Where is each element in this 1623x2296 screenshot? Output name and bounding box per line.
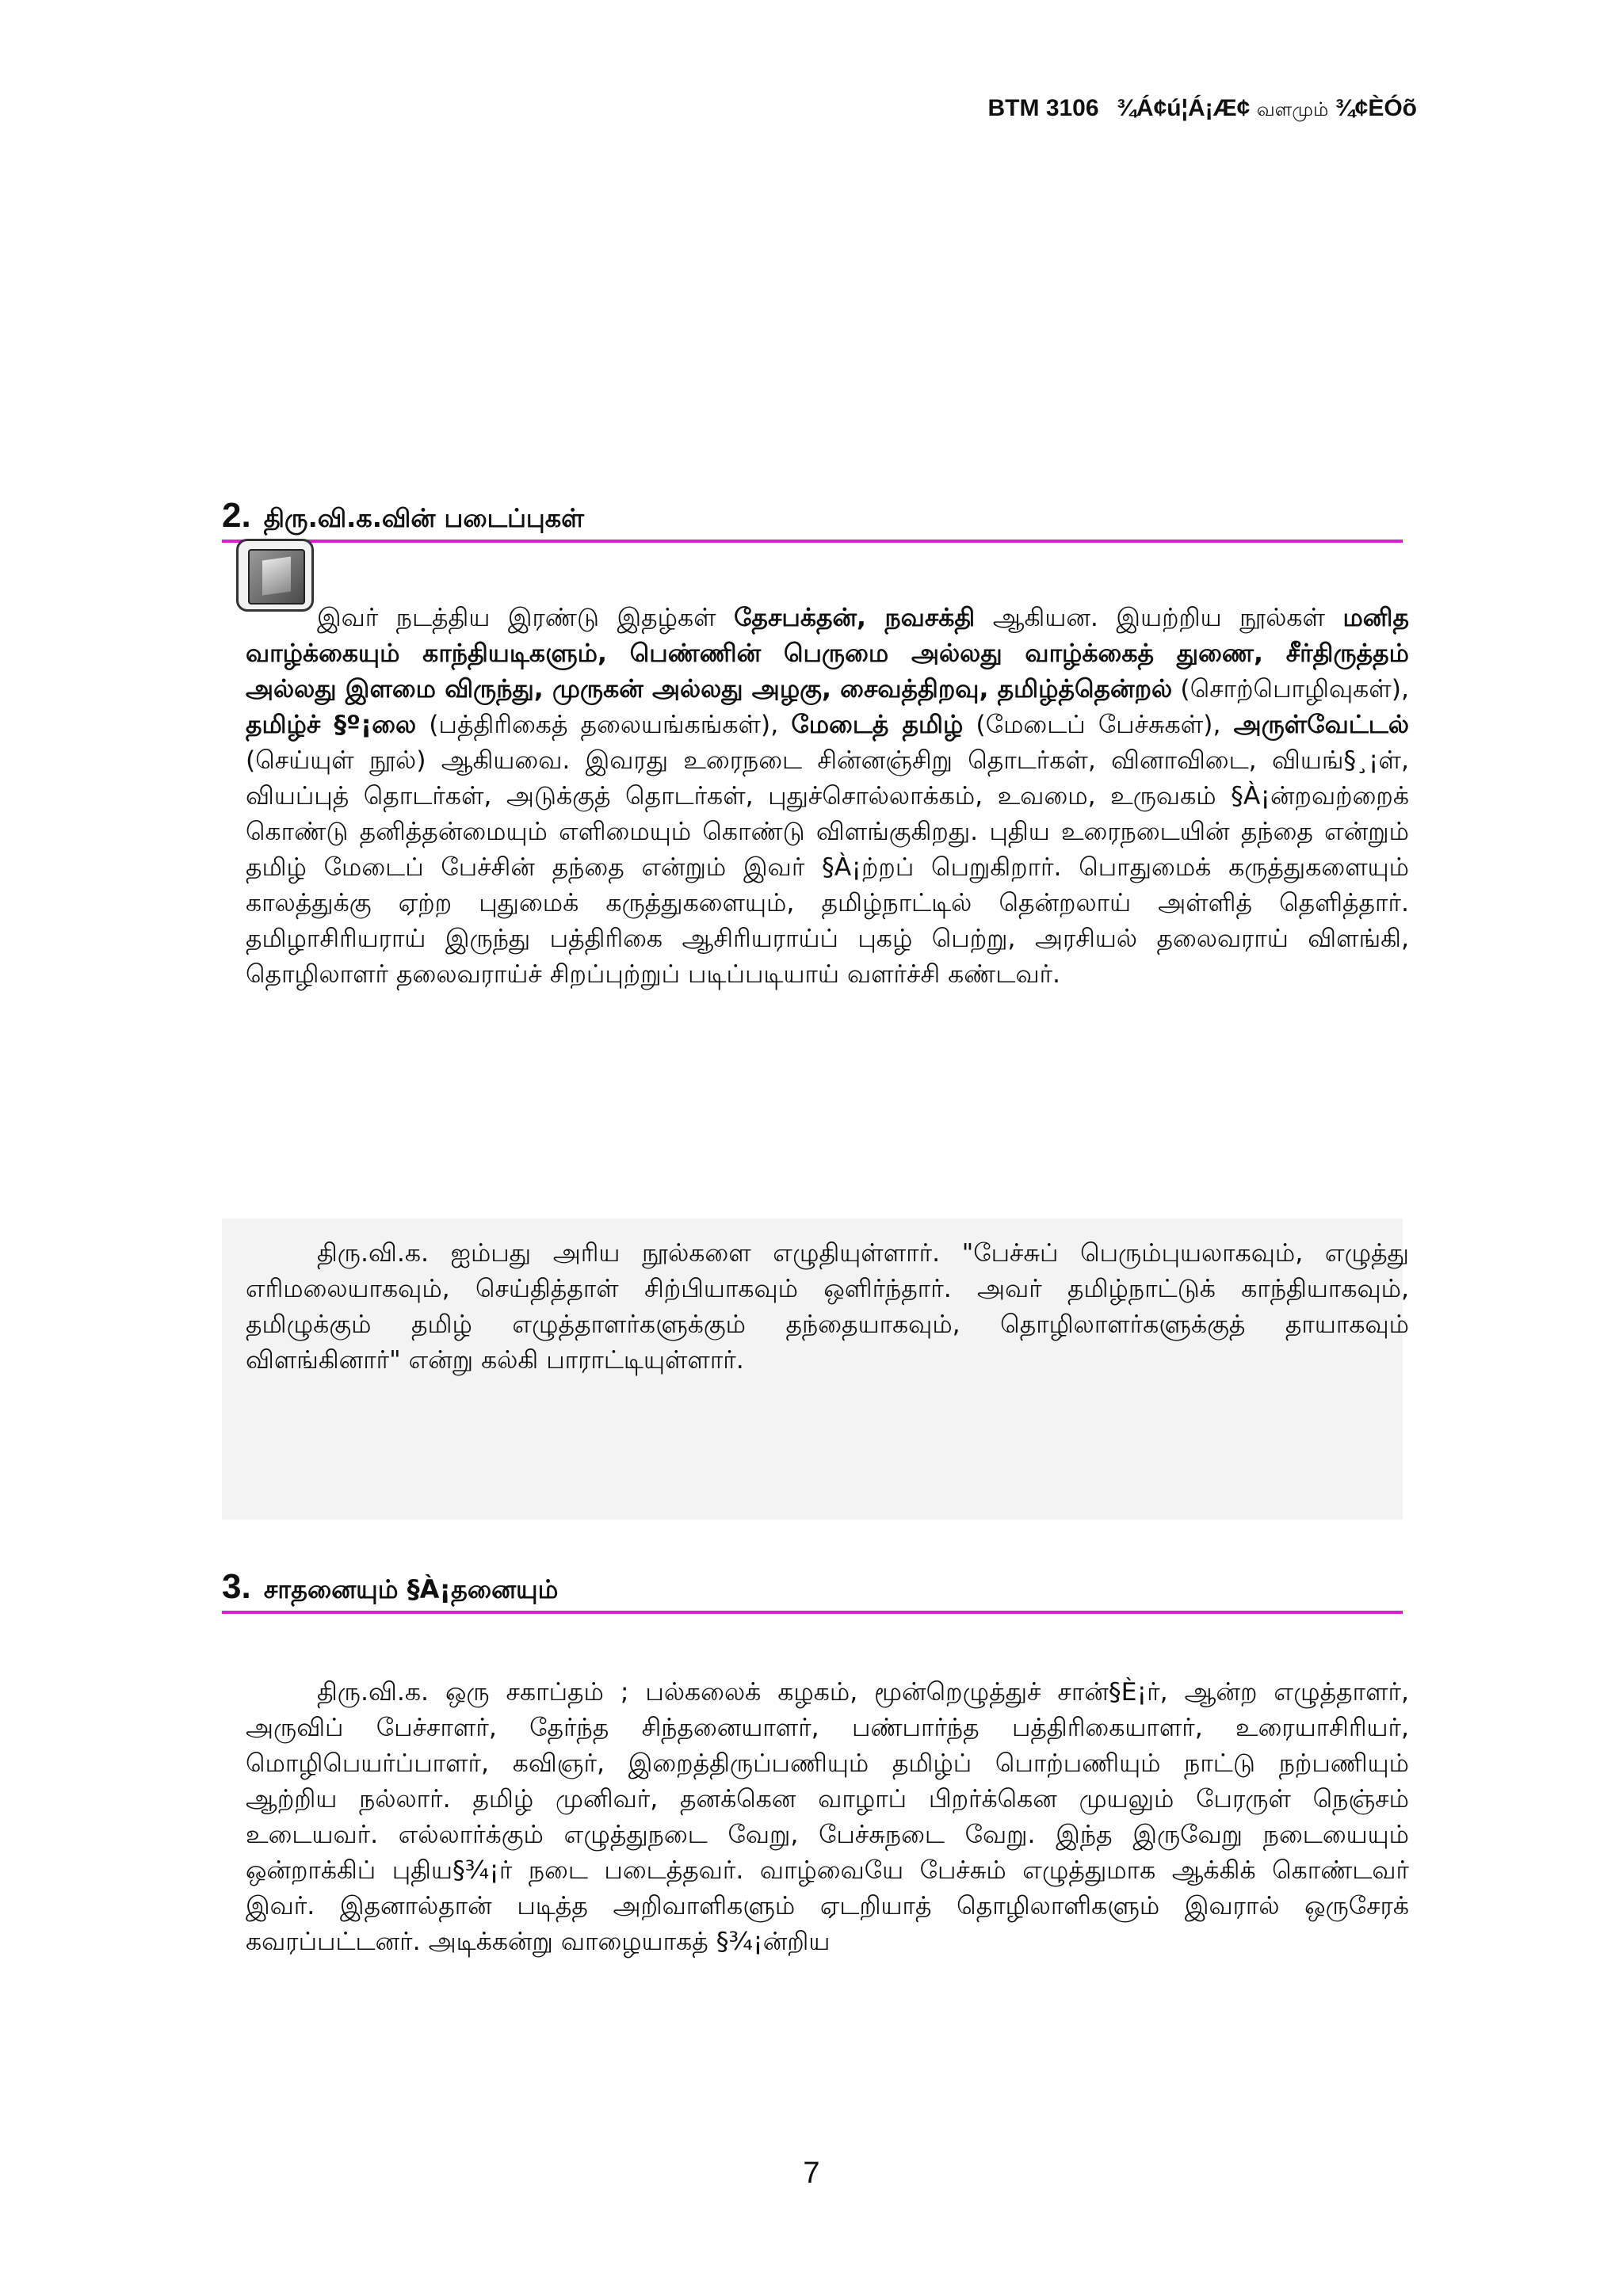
section-2-heading [222,496,1403,543]
section-2-number: 2. [222,496,251,535]
section-2-p1-run: மனித வாழ்க்கையும் காந்தியடிகளும், பெண்ணின் பெருமை அல்லது வாழ்க்கைத் துணை, சீர்திருத்தம் அல்லது இளமை விருந்து, முருகன் அல்லது அழகு, சைவத்திறவு, தமிழ்த்தென்றல் [246,604,1409,704]
section-2-p1-run: (பத்திரிகைத் தலையங்கங்கள்), [416,711,792,739]
section-2-p1-run: தேசபக்தன், நவசக்தி [734,604,976,632]
header-end-glyphs: ¾¢ÈÓõ [1335,95,1417,121]
running-header [988,95,1418,123]
section-2-p1-run: தமிழ்ச் §º¡லை [246,711,417,739]
section-3-paragraph-1-text: திரு.வி.க. ஒரு சகாப்தம் ; பல்கலைக் கழகம், மூன்றெழுத்துச் சான்§È¡ர், ஆன்ற எழுத்தாளர், அருவிப் பேச்சாளர், தேர்ந்த சிந்தனையாளர், பண்பார்ந்த பத்திரிகையாளர், உரையாசிரியர், மொழிபெயர்ப்பாளர், கவிஞர், இறைத்திருப்பணியும் தமிழ்ப் பொற்பணியும் நாட்டு நற்பணியும் ஆற்றிய நல்லார். தமிழ் முனிவர், தனக்கென வாழாப் பிறர்க்கென முயலும் பேரருள் நெஞ்சம் உடையவர். எல்லார்க்கும் எழுத்துநடை வேறு, பேச்சுநடை வேறு. இந்த இருவேறு நடையையும் ஒன்றாக்கிப் புதிய§¾¡ர் நடை படைத்தவர். வாழ்வையே பேச்சும் எழுத்துமாக ஆக்கிக் கொண்டவர் இவர். இதனால்தான் படித்த அறிவாளிகளும் ஏடறியாத் தொழிலாளிகளும் இவரால் ஒருசேரக் கவரப்பட்டனர். அடிக்கன்று வாழையாகத் §¾¡ன்றிய [246,1678,1409,1956]
header-title-glyphs: ¾Á¢ú¦Á¡Æ¢ [1116,95,1251,121]
section-2-p1-run: ஆகியன. இயற்றிய நூல்கள் [975,604,1343,632]
section-2-paragraph-2-text: திரு.வி.க. ஐம்பது அரிய நூல்களை எழுதியுள்ளார். "பேச்சுப் பெரும்புயலாகவும், எழுத்து எரிமலையாகவும், செய்தித்தாள் சிற்பியாகவும் ஒளிர்ந்தார். அவர் தமிழ்நாட்டுக் காந்தியாகவும், தமிழுக்கும் தமிழ் எழுத்தாளர்களுக்கும் தந்தையாகவும், தொழிலாளர்களுக்குத் தாயாகவும் விளங்கினார்" என்று கல்கி பாராட்டியுள்ளார். [246,1239,1409,1375]
section-3-heading [222,1567,1403,1614]
header-middle: வளமும் [1256,99,1329,120]
section-2-paragraph-1 [246,601,1409,993]
section-2-p1-run: (செய்யுள் நூல்) ஆகியவை. இவரது உரைநடை சின்னஞ்சிறு தொடர்கள், வினாவிடை, வியங்§¸¡ள், வியப்புத் தொடர்கள், அடுக்குத் தொடர்கள், புதுச்சொல்லாக்கம், உவமை, உருவகம் §À¡ன்றவற்றைக் கொண்டு தனித்தன்மையும் எளிமையும் கொண்டு விளங்குகிறது. புதிய உரைநடையின் தந்தை என்றும் தமிழ் மேடைப் பேச்சின் தந்தை என்றும் இவர் §À¡ற்றப் பெறுகிறார். பொதுமைக் கருத்துகளையும் காலத்துக்கு ஏற்ற புதுமைக் கருத்துகளையும், தமிழ்நாட்டில் தென்றலாய் அள்ளித் தெளித்தார். தமிழாசிரியராய் இருந்து பத்திரிகை ஆசிரியராய்ப் புகழ் பெற்று, அரசியல் தலைவராய் விளங்கி, தொழிலாளர் தலைவராய்ச் சிறப்புற்றுப் படிப்படியாய் வளர்ச்சி கண்டவர். [246,746,1409,989]
section-2-title: திரு.வி.க.வின் படைப்புகள் [263,503,585,533]
page-number: 7 [803,2157,820,2190]
section-2-p1-run: மேடைத் தமிழ் [791,711,964,739]
course-code: BTM 3106 [987,95,1099,121]
section-3-number: 3. [222,1567,251,1606]
section-2-p1-run: இவர் நடத்திய இரண்டு இதழ்கள் [317,604,735,632]
section-2-p1-run: (மேடைப் பேச்சுகள்), [963,711,1234,739]
section-2-p1-run: (சொற்பொழிவுகள்), [1172,675,1410,704]
section-2-paragraph-2 [246,1236,1409,1379]
section-3-title: சாதனையும் §À¡தனையும் [263,1574,559,1604]
section-3-paragraph-1 [246,1675,1409,1960]
section-2-p1-run: அருள்வேட்டல் [1233,711,1410,739]
